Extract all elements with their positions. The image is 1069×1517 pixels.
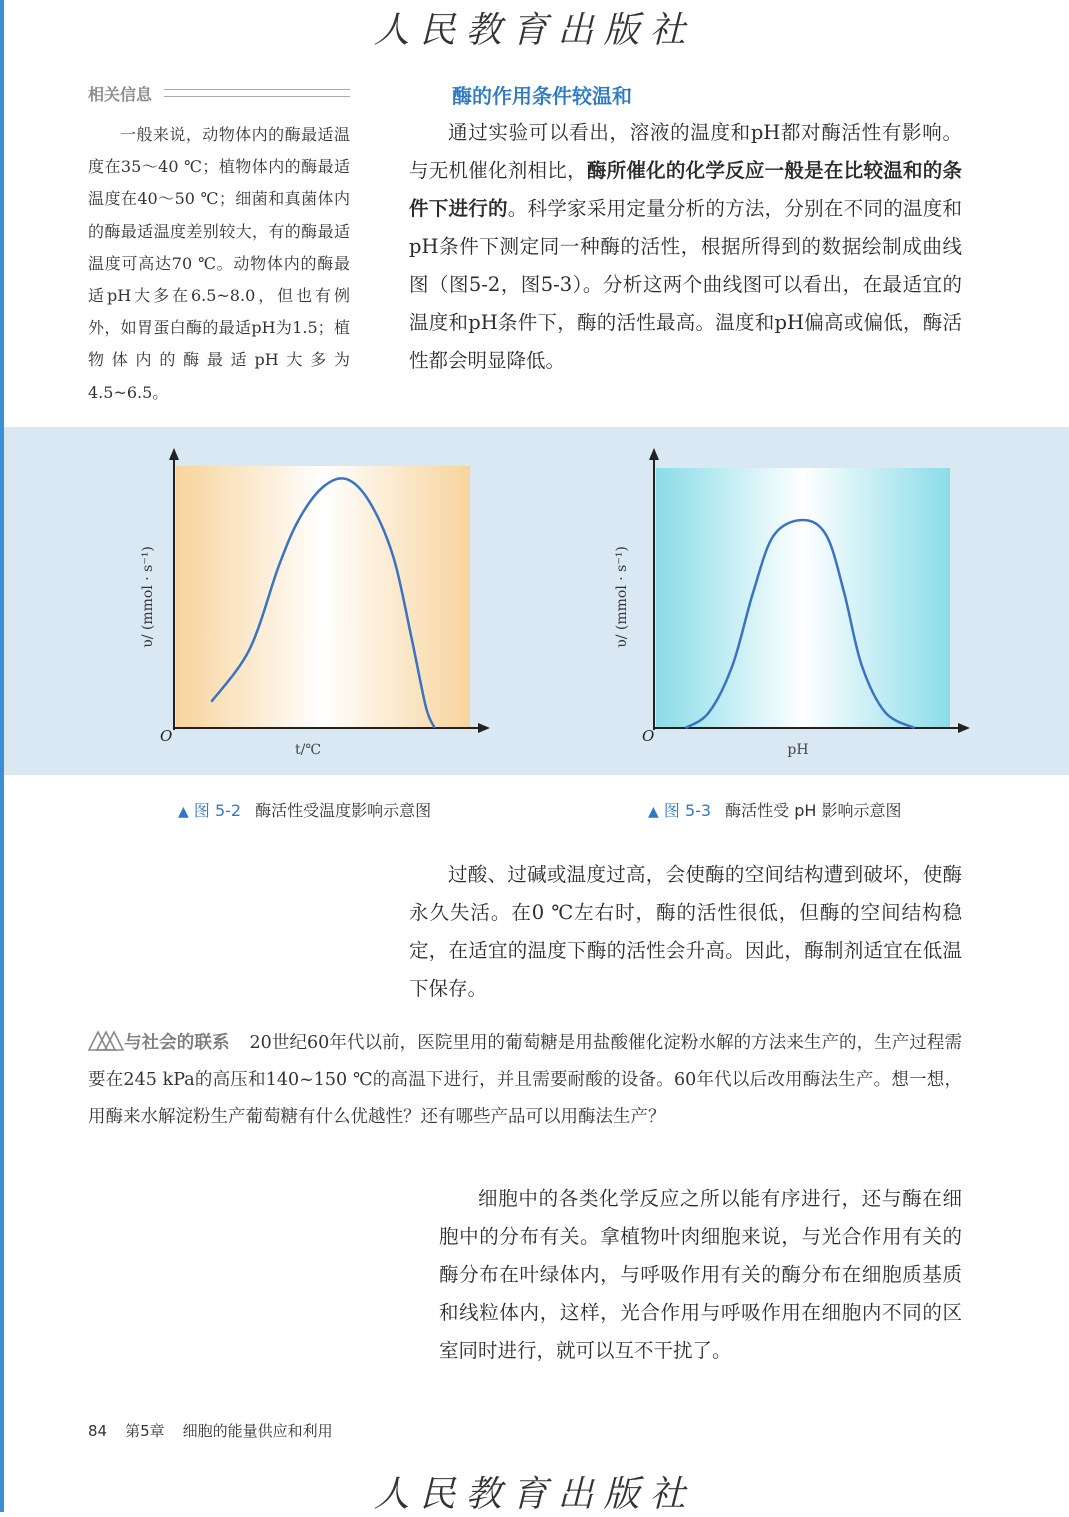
paragraph-1-emphasis: 酶所催化的化学反应一般是在比较温和的条件下进行的	[409, 159, 962, 220]
caption-figure-5-3	[648, 798, 901, 821]
chart-temperature-plot-area	[176, 466, 470, 728]
footer-chapter: 第5章	[125, 1422, 165, 1440]
paragraph-2: 过酸、过碱或温度过高，会使酶的空间结构遭到破坏，使酶永久失活。在0 ℃左右时，酶的活性很低，但酶的空间结构稳定，在适宜的温度下酶的活性会升高。因此，酶制剂适宜在低温下保存。	[409, 863, 962, 1000]
page-footer	[88, 1420, 351, 1441]
footer-chapter-title: 细胞的能量供应和利用	[182, 1422, 333, 1440]
chart-temperature-y-arrow	[169, 448, 179, 460]
publisher-watermark-top: 人民教育出版社	[373, 10, 696, 51]
caption-figure-5-2-label: 图 5-2	[193, 801, 242, 820]
paragraph-3: 细胞中的各类化学反应之所以能有序进行，还与酶在细胞中的分布有关。拿植物叶肉细胞来说，与光合作用有关的酶分布在叶绿体内，与呼吸作用有关的酶分布在细胞质基质和线粒体内，这样，光合作用与呼吸作用在细胞内不同的区室同时进行，就可以互不干扰了。	[439, 1187, 962, 1362]
caption-figure-5-2	[178, 798, 431, 821]
chart-temperature	[118, 440, 498, 770]
section-title: 酶的作用条件较温和	[452, 84, 632, 108]
chart-ph-y-arrow	[649, 448, 659, 460]
chart-ph-x-arrow	[958, 723, 970, 733]
social-connection-icon	[88, 1029, 124, 1051]
paragraph-1-part-a: 通过实验可以看出，溶液的温度和pH都对酶活性有影响。与无机催化剂相比，	[409, 121, 962, 182]
sidebar-header	[88, 82, 350, 104]
caption-triangle-icon: ▲	[648, 804, 659, 820]
caption-figure-5-3-text: 酶活性受 pH 影响示意图	[725, 801, 902, 820]
sidebar-title: 相关信息	[88, 85, 153, 104]
chart-ph-xlabel: pH	[787, 742, 809, 758]
chart-temperature-ylabel: υ/ (mmol · s⁻¹)	[140, 546, 156, 648]
caption-figure-5-2-text: 酶活性受温度影响示意图	[255, 801, 432, 820]
chart-ph	[596, 440, 976, 770]
social-connection-text: 20世纪60年代以前，医院里用的葡萄糖是用盐酸催化淀粉水解的方法来生产的，生产过程需要在245 kPa的高压和140~150 ℃的高温下进行，并且需要耐酸的设备。60年代以后改用酶法生产。想一想，用酶来水解淀粉生产葡萄糖有什么优越性？还有哪些产品可以用酶法生产？	[88, 1033, 962, 1127]
chart-temperature-xlabel: t/℃	[294, 742, 322, 758]
caption-triangle-icon: ▲	[178, 804, 189, 820]
page-number: 84	[88, 1422, 108, 1440]
chart-temperature-x-arrow	[478, 723, 490, 733]
caption-figure-5-3-label: 图 5-3	[663, 801, 712, 820]
paragraph-1	[409, 114, 962, 380]
chart-ph-plot-area	[656, 468, 950, 728]
social-connection-box	[88, 1025, 962, 1136]
sidebar-text: 一般来说，动物体内的酶最适温度在35～40 ℃；植物体内的酶最适温度在40～50 ℃；细菌和真菌体内的酶最适温度差别较大，有的酶最适温度可高达70 ℃。动物体内的酶最适pH大多在6.5~8.0，但也有例外，如胃蛋白酶的最适pH为1.5；植物体内的酶最适pH大多为4.5~6.5。	[88, 125, 350, 402]
paragraph-1-part-b: 。科学家采用定量分析的方法，分别在不同的温度和pH条件下测定同一种酶的活性，根据所得到的数据绘制成曲线图（图5-2，图5-3）。分析这两个曲线图可以看出，在最适宜的温度和pH条件下，酶的活性最高。温度和pH偏高或偏低，酶活性都会明显降低。	[409, 197, 962, 372]
chart-temperature-origin: O	[160, 727, 173, 745]
chart-ph-origin: O	[642, 727, 655, 745]
social-connection-title: 与社会的联系	[124, 1033, 230, 1053]
chart-ph-ylabel: υ/ (mmol · s⁻¹)	[614, 546, 630, 648]
publisher-watermark-bottom: 人民教育出版社	[373, 1474, 696, 1515]
sidebar-title-rule	[164, 89, 350, 97]
